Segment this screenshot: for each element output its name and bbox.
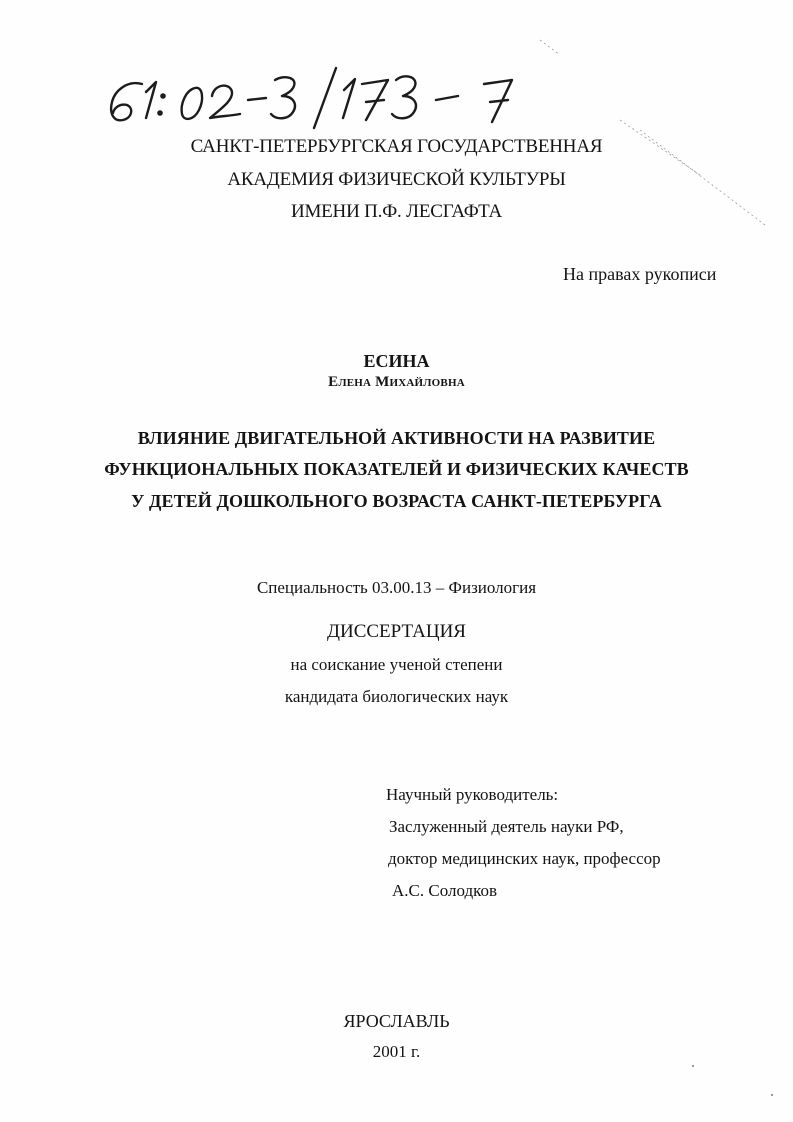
- city: ЯРОСЛАВЛЬ: [343, 1011, 450, 1031]
- dissertation-title-line-3: У ДЕТЕЙ ДОШКОЛЬНОГО ВОЗРАСТА САНКТ-ПЕТЕРБУРГА: [131, 491, 662, 511]
- supervisor-heading: Научный руководитель:: [386, 785, 559, 804]
- degree-line-1: на соискание ученой степени: [290, 655, 503, 674]
- supervisor-name: А.С. Солодков: [392, 881, 498, 900]
- dissertation-title-line-1: ВЛИЯНИЕ ДВИГАТЕЛЬНОЙ АКТИВНОСТИ НА РАЗВИТИЕ: [137, 428, 656, 448]
- work-type: ДИССЕРТАЦИЯ: [327, 621, 466, 642]
- author-name: Елена Михайловна: [328, 374, 465, 390]
- author-surname: ЕСИНА: [363, 351, 430, 371]
- specialty: Специальность 03.00.13 – Физиология: [256, 578, 537, 597]
- organization-line-2: АКАДЕМИЯ ФИЗИЧЕСКОЙ КУЛЬТУРЫ: [227, 169, 566, 190]
- manuscript-rights-note: На правах рукописи: [563, 264, 717, 284]
- supervisor-title-1: Заслуженный деятель науки РФ,: [389, 817, 624, 836]
- scan-speck: [771, 1094, 773, 1096]
- degree-line-2: кандидата биологических наук: [284, 687, 509, 706]
- organization-line-1: САНКТ-ПЕТЕРБУРГСКАЯ ГОСУДАРСТВЕННАЯ: [190, 136, 603, 157]
- scan-speck: [692, 1065, 694, 1067]
- supervisor-title-2: доктор медицинских наук, профессор: [388, 849, 661, 868]
- year: 2001 г.: [372, 1042, 421, 1061]
- dissertation-title-line-2: ФУНКЦИОНАЛЬНЫХ ПОКАЗАТЕЛЕЙ И ФИЗИЧЕСКИХ КАЧЕСТВ: [104, 459, 689, 479]
- organization-line-3: ИМЕНИ П.Ф. ЛЕСГАФТА: [290, 201, 503, 222]
